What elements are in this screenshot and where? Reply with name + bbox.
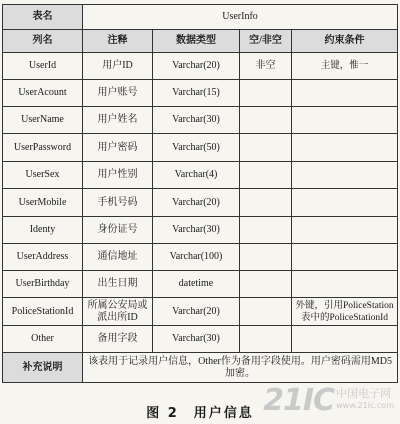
data-type-cell: Varchar(20) bbox=[153, 53, 240, 80]
table-name-value: UserInfo bbox=[83, 5, 398, 30]
column-name-cell: UserBirthday bbox=[3, 271, 83, 298]
comment-cell: 所属公安局或派出所ID bbox=[83, 298, 153, 326]
note-text: 该表用于记录用户信息，Other作为备用字段使用。用户密码需用MD5加密。 bbox=[83, 353, 398, 383]
nullable-cell bbox=[240, 134, 292, 162]
column-name-cell: UserName bbox=[3, 107, 83, 134]
column-name-cell: UserId bbox=[3, 53, 83, 80]
note-row bbox=[3, 353, 398, 383]
nullable-cell bbox=[240, 271, 292, 298]
watermark-site-url: www.21ic.com bbox=[336, 401, 394, 410]
comment-cell: 出生日期 bbox=[83, 271, 153, 298]
table-row bbox=[3, 271, 398, 298]
column-name-cell: PoliceStationId bbox=[3, 298, 83, 326]
column-name-cell: UserMobile bbox=[3, 189, 83, 217]
nullable-cell bbox=[240, 298, 292, 326]
note-label: 补充说明 bbox=[3, 353, 83, 383]
table-name-row bbox=[3, 5, 398, 30]
table-row bbox=[3, 244, 398, 271]
comment-cell: 身份证号 bbox=[83, 217, 153, 244]
table-row bbox=[3, 189, 398, 217]
column-name-cell: Other bbox=[3, 326, 83, 353]
table-row bbox=[3, 326, 398, 353]
column-name-cell: UserAcount bbox=[3, 80, 83, 107]
constraint-cell bbox=[292, 326, 398, 353]
table-row bbox=[3, 217, 398, 244]
watermark-logo-text: 21IC bbox=[263, 382, 335, 418]
data-type-cell: Varchar(20) bbox=[153, 189, 240, 217]
comment-cell: 手机号码 bbox=[83, 189, 153, 217]
header-cell: 注释 bbox=[83, 30, 153, 53]
header-cell: 空/非空 bbox=[240, 30, 292, 53]
header-cell: 数据类型 bbox=[153, 30, 240, 53]
column-name-cell: UserAddress bbox=[3, 244, 83, 271]
nullable-cell bbox=[240, 162, 292, 189]
comment-cell: 用户密码 bbox=[83, 134, 153, 162]
constraint-cell: 外键，引用PoliceStation表中的PoliceStationId bbox=[292, 298, 398, 326]
column-name-cell: Identy bbox=[3, 217, 83, 244]
data-type-cell: Varchar(30) bbox=[153, 217, 240, 244]
column-name-cell: UserPassword bbox=[3, 134, 83, 162]
watermark-logo bbox=[263, 383, 394, 417]
nullable-cell bbox=[240, 217, 292, 244]
data-type-cell: Varchar(100) bbox=[153, 244, 240, 271]
constraint-cell: 主键，惟一 bbox=[292, 53, 398, 80]
nullable-cell bbox=[240, 244, 292, 271]
header-cell: 列名 bbox=[3, 30, 83, 53]
comment-cell: 通信地址 bbox=[83, 244, 153, 271]
table-row bbox=[3, 53, 398, 80]
header-row bbox=[3, 30, 398, 53]
data-type-cell: Varchar(30) bbox=[153, 326, 240, 353]
data-type-cell: datetime bbox=[153, 271, 240, 298]
data-type-cell: Varchar(15) bbox=[153, 80, 240, 107]
constraint-cell bbox=[292, 80, 398, 107]
data-type-cell: Varchar(4) bbox=[153, 162, 240, 189]
nullable-cell bbox=[240, 80, 292, 107]
data-type-cell: Varchar(30) bbox=[153, 107, 240, 134]
comment-cell: 用户账号 bbox=[83, 80, 153, 107]
nullable-cell bbox=[240, 189, 292, 217]
comment-cell: 用户姓名 bbox=[83, 107, 153, 134]
column-name-cell: UserSex bbox=[3, 162, 83, 189]
constraint-cell bbox=[292, 107, 398, 134]
nullable-cell bbox=[240, 107, 292, 134]
constraint-cell bbox=[292, 271, 398, 298]
userinfo-table bbox=[2, 4, 398, 383]
nullable-cell bbox=[240, 326, 292, 353]
comment-cell: 用户性别 bbox=[83, 162, 153, 189]
table-name-label: 表名 bbox=[3, 5, 83, 30]
nullable-cell: 非空 bbox=[240, 53, 292, 80]
figure-caption: 图 2 用户信息 bbox=[146, 406, 254, 421]
table-row bbox=[3, 80, 398, 107]
watermark-site-name: 中国电子网 bbox=[336, 387, 392, 400]
header-cell: 约束条件 bbox=[292, 30, 398, 53]
constraint-cell bbox=[292, 244, 398, 271]
table-row bbox=[3, 162, 398, 189]
constraint-cell bbox=[292, 134, 398, 162]
comment-cell: 用户ID bbox=[83, 53, 153, 80]
table-row bbox=[3, 107, 398, 134]
comment-cell: 备用字段 bbox=[83, 326, 153, 353]
constraint-cell bbox=[292, 217, 398, 244]
constraint-cell bbox=[292, 189, 398, 217]
data-type-cell: Varchar(20) bbox=[153, 298, 240, 326]
data-type-cell: Varchar(50) bbox=[153, 134, 240, 162]
table-row bbox=[3, 298, 398, 326]
table-row bbox=[3, 134, 398, 162]
constraint-cell bbox=[292, 162, 398, 189]
